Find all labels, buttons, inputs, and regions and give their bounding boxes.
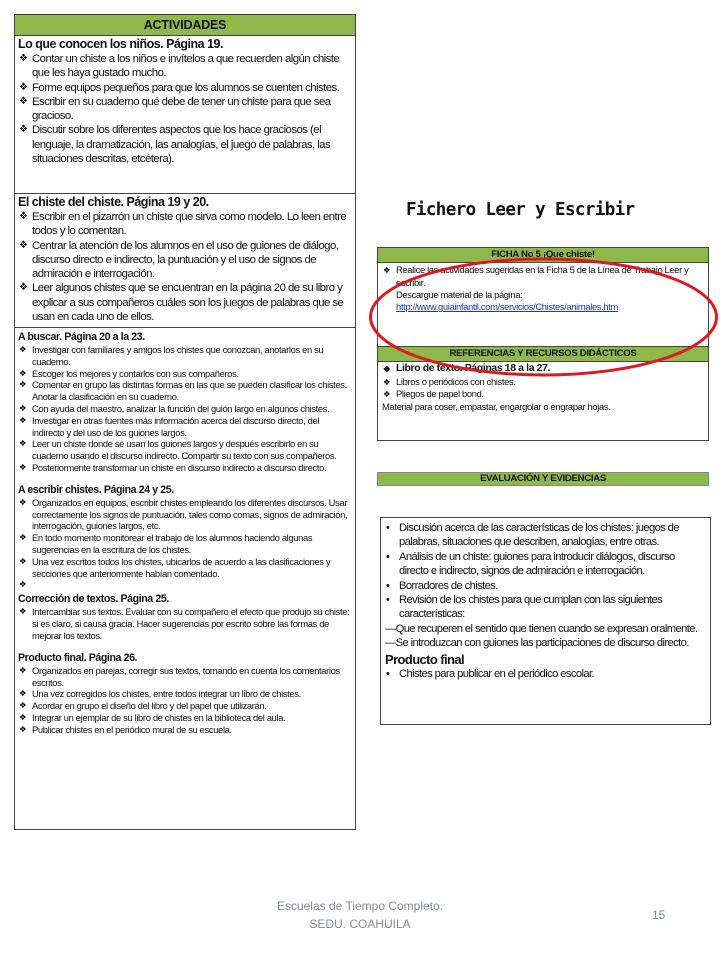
diamond-bullet-icon: ❖	[19, 688, 27, 699]
diamond-bullet-icon: ❖	[19, 414, 27, 425]
list-item: ❖ En todo momento monitorear el trabajo de los alumnos haciendo algunas sugerencias en la escritura de los chistes.	[19, 532, 313, 555]
ficha-header: FICHA No 5 ¡Que chiste!	[378, 248, 708, 263]
diamond-bullet-icon: ❖	[19, 700, 27, 711]
section-subsections	[15, 328, 355, 738]
section-lo-que-conocen	[15, 36, 355, 194]
list-item: • Discusión acerca de las características de los chistes: juegos de palabras, situaciones que describen, analogías, entre otras.	[386, 522, 679, 549]
list-item: ❖ Organizados en equipos, escribir chistes empleando los diferentes discursos. Usar correctamente los signos de puntuación, tales como comas, signos de admiración, interrogación, guiones largos, etc.	[19, 496, 348, 532]
footer-text	[230, 897, 490, 933]
list-item: ❖ Publicar chistes en el periódico mural de su escuela.	[19, 723, 232, 735]
list-item: • Chistes para publicar en el periódico escolar.	[386, 667, 595, 680]
subsection-title: Corrección de textos. Página 25.	[18, 593, 169, 606]
list-item: ❖ Integrar un ejemplar de su libro de chistes en la biblioteca del aula.	[19, 711, 286, 723]
diamond-bullet-icon: ❖	[19, 402, 27, 413]
diamond-bullet-icon: ❖	[19, 124, 28, 136]
subsection-title: A buscar. Página 20 a la 23.	[18, 331, 145, 343]
list-item: ❖ Centrar la atención de los alumnos en el uso de guiones de diálogo, discurso directo e indirecto, la puntuación y el uso de signos de admiración e interrogación.	[19, 239, 339, 281]
diamond-bullet-icon: ❖	[19, 438, 27, 449]
dot-bullet-icon: •	[386, 594, 390, 607]
list-item: ❖ Contar un chiste a los niños e invítelos a que recuerden algún chiste que les haya gustado mucho.	[19, 53, 340, 80]
diamond-bullet-icon: ❖	[19, 496, 27, 507]
evidence-box	[380, 517, 711, 725]
diamond-bullet-icon: ❖	[19, 711, 27, 722]
diamond-bullet-icon: ❖	[19, 53, 28, 64]
diamond-bullet-icon: ❖	[19, 282, 28, 294]
section-chiste-del-chiste	[15, 194, 355, 328]
list-item: ❖ Intercambiar sus textos. Evaluar con su compañero el efecto que produjo su chiste: si es claro, si causa gracia. Hacer sugerencias por escrito sobre las formas de mejorar los textos.	[19, 606, 350, 641]
page-number: 15	[652, 908, 666, 922]
references-header: REFERENCIAS Y RECURSOS DIDÁCTICOS	[378, 347, 708, 362]
fichero-title: Fichero Leer y Escribir	[406, 200, 635, 220]
activities-header: ACTIVIDADES	[15, 15, 355, 36]
diamond-bullet-icon: ❖	[19, 532, 27, 543]
highlight-ellipse	[367, 256, 720, 378]
list-item: ❖ Una vez escritos todos los chistes, ubicarlos de acuerdo a las clasificaciones y secciones que anteriormente habían comentado.	[19, 555, 331, 579]
diamond-bullet-icon: ❖	[19, 723, 27, 734]
subsection-title: Producto final. Página 26.	[18, 651, 138, 664]
footer-line: Escuelas de Tiempo Completo.	[276, 899, 444, 913]
download-label: Descargue material de la página:	[396, 289, 523, 300]
diamond-bullet-icon: ❖	[19, 367, 27, 378]
list-item: ❖ Organizados en parejas, corregir sus textos, tomando en cuenta los comentarios escritos.	[19, 664, 340, 688]
list-item: ❖ Escribir en el pizarrón un chiste que sirva como modelo. Lo leen entre todos y lo comentan.	[19, 211, 347, 238]
footer-line: SEDU. COAHUILA	[309, 917, 411, 931]
diamond-bullet-icon: ❖	[19, 211, 28, 222]
list-item: • Revisión de los chistes para que cumplan con las siguientes características:	[386, 594, 663, 621]
list-item: ❖ Escoger los mejores y contarlos con sus compañeros.	[19, 367, 239, 379]
list-item: ❖ Leer algunos chistes que se encuentran en la página 20 de su libro y explicar a sus compañeros cuáles son los juegos de palabras que se usan en cada uno de ellos.	[19, 282, 344, 324]
diamond-bullet-icon: ❖	[19, 344, 27, 354]
diamond-bullet-icon: ❖	[383, 376, 391, 387]
diamond-bullet-icon: ❖	[383, 389, 391, 399]
diamond-bullet-icon: ❖	[19, 461, 27, 472]
diamond-bullet-icon: ❖	[19, 379, 27, 390]
list-item: ❖ Libros o periódicos con chistes.	[383, 375, 516, 387]
list-item: ❖ Una vez corregidos los chistes, entre todos integrar un libro de chistes.	[19, 688, 301, 700]
list-item: ❖ Investigar con familiares y amigos los chistes que conozcan, anotarlos en su cuaderno.	[19, 344, 324, 367]
diamond-bullet-icon: ❖	[19, 555, 27, 566]
activities-panel	[14, 14, 356, 830]
list-item: ❖ Posteriormente transformar un chiste en discurso indirecto a discurso directo.	[19, 461, 327, 473]
evaluation-header: EVALUACIÓN Y EVIDENCIAS	[377, 472, 709, 486]
dash-item: —Que recuperen el sentido que tienen cuando se expresan oralmente.	[385, 622, 698, 635]
dot-bullet-icon: •	[386, 522, 390, 534]
diamond-bullet-icon: ❖	[19, 239, 28, 251]
list-item: • Borradores de chistes.	[386, 579, 498, 592]
diamond-bullet-icon: ❖	[19, 579, 27, 590]
diamond-bullet-icon: ❖	[383, 265, 391, 275]
diamond-bullet-icon: ❖	[19, 606, 27, 617]
list-item: ❖ Discutir sobre los diferentes aspectos que los hace graciosos (el lenguaje, la dramatización, las analogías, el juego de palabras, las situaciones descritas, etcétera).	[19, 124, 331, 166]
dot-bullet-icon: •	[386, 579, 390, 592]
dash-item: —Se introduzcan con guiones las participaciones de discurso directo.	[385, 637, 689, 650]
product-title: Producto final	[385, 651, 464, 667]
diamond-bullet-icon: ❖	[19, 95, 28, 107]
list-item: ❖ Pliegos de papel bond.	[383, 388, 484, 399]
list-item: ❖ Realice las actividades sugeridas en la Ficha 5 de la Línea de Trabajo Leer y escribir.	[383, 264, 689, 288]
dot-bullet-icon: •	[386, 667, 390, 680]
list-item: ❖ Investigar en otras fuentes más información acerca del discurso directo, del indirecto y del uso de los guiones largos.	[19, 414, 320, 438]
resource-link[interactable]: http://www.guiainfantil.com/servicios/Chistes/animales.htm	[396, 301, 618, 312]
dot-bullet-icon: •	[386, 550, 390, 563]
diamond-bullet-icon: ❖	[383, 364, 391, 374]
list-item: ❖ Acordar en grupo el diseño del libro y del papel que utilizarán.	[19, 700, 267, 712]
list-item: • Análisis de un chiste: guiones para introducir diálogos, discurso directo e indirecto, signos de admiración e interrogación.	[386, 550, 675, 578]
subsection-title: A escribir chistes. Página 24 y 25.	[18, 483, 174, 496]
list-item	[18, 579, 352, 591]
section-title: Lo que conocen los niños. Página 19.	[18, 37, 223, 51]
list-item: ❖ Comentar en grupo las distintas formas en las que se pueden clasificar los chistes. Anotar la clasificación en su cuaderno.	[19, 379, 347, 403]
reference-note: Material para coser, empastar, engargolar o engrapar hojas.	[382, 400, 611, 412]
diamond-bullet-icon: ❖	[19, 664, 27, 675]
list-item: ❖ Con ayuda del maestro, analizar la función del guión largo en algunos chistes.	[19, 402, 330, 414]
diamond-bullet-icon: ❖	[19, 81, 28, 93]
list-item: ❖ Libro de texto. Páginas 18 a la 27.	[383, 363, 551, 374]
list-item: ❖ Forme equipos pequeños para que los alumnos se cuenten chistes.	[19, 81, 340, 94]
list-item: ❖ Escribir en su cuaderno qué debe de tener un chiste para que sea gracioso.	[19, 95, 331, 123]
list-item: ❖ Leer un chiste donde se usan los guiones largos y después escribirlo en su cuaderno usando el discurso indirecto. Compartir su texto con sus compañeros.	[19, 438, 337, 462]
section-title: El chiste del chiste. Página 19 y 20.	[18, 195, 209, 209]
